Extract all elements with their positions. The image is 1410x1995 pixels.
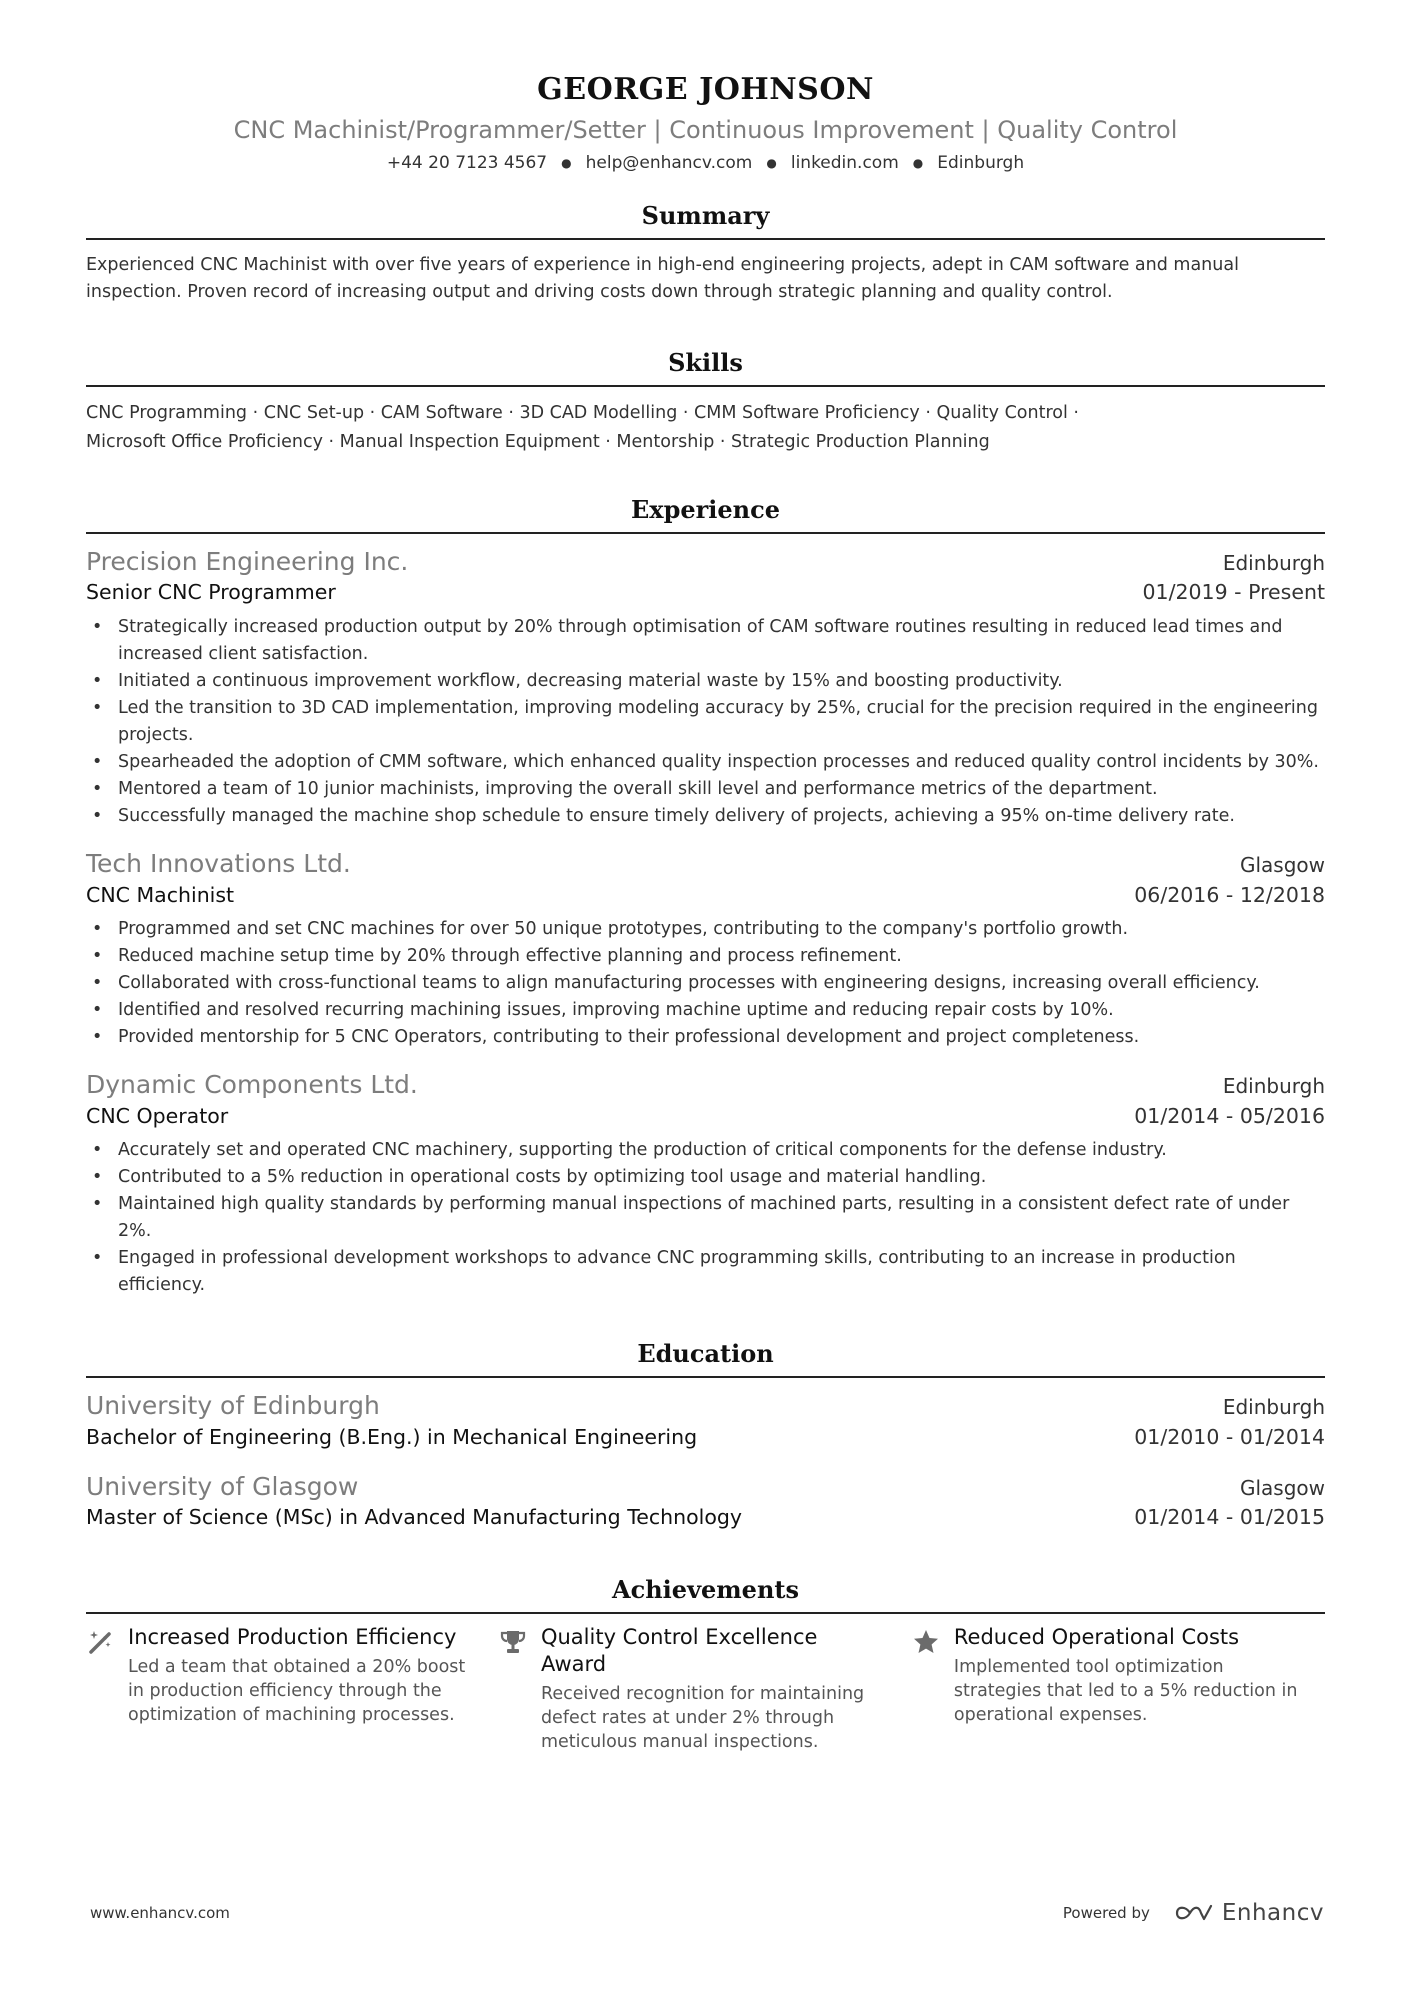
bullet-item: • Spearheaded the adoption of CMM software, which enhanced quality inspection processes and reduced quality control incidents by 30%. <box>86 749 1325 776</box>
experience-entry <box>86 546 1325 830</box>
magic-wand-icon <box>86 1624 128 1754</box>
section-title-summary: Summary <box>86 201 1325 240</box>
company-name: Dynamic Components Ltd. <box>86 1070 418 1100</box>
experience-bullets <box>86 1137 1325 1299</box>
contact-info <box>86 153 1325 173</box>
experience-role-row <box>86 578 1325 608</box>
trophy-icon <box>499 1624 541 1754</box>
achievement-title: Reduced Operational Costs <box>953 1624 1240 1649</box>
experience-role-row <box>86 881 1325 911</box>
education-header-row <box>86 1471 1325 1504</box>
contact-phone: +44 20 7123 4567 <box>386 152 548 173</box>
achievement-title: Increased Production Efficiency <box>128 1624 457 1649</box>
skills-list <box>86 399 1325 457</box>
page-footer <box>90 1900 1324 1926</box>
experience-entry <box>86 848 1325 1051</box>
job-dates: 01/2019 - Present <box>1142 580 1325 605</box>
experience-header-row <box>86 848 1325 881</box>
company-name: Tech Innovations Ltd. <box>86 849 351 879</box>
experience-entry <box>86 1069 1325 1299</box>
achievement-description: Received recognition for maintaining defect rates at under 2% through meticulous manual inspections. <box>540 1683 865 1752</box>
bullet-item: • Engaged in professional development workshops to advance CNC programming skills, contributing to an increase in production efficiency. <box>86 1245 1325 1299</box>
bullet-item: • Mentored a team of 10 junior machinists, improving the overall skill level and performance metrics of the department. <box>86 776 1325 803</box>
school-location: Edinburgh <box>1222 1395 1325 1420</box>
powered-by-label: Powered by <box>1062 1904 1150 1922</box>
section-title-achievements: Achievements <box>86 1575 1325 1614</box>
bullet-item: • Strategically increased production output by 20% through optimisation of CAM software routines resulting in reduced lead times and increased client satisfaction. <box>86 614 1325 668</box>
separator-dot: ● <box>912 155 924 170</box>
bullet-item: • Reduced machine setup time by 20% through effective planning and process refinement. <box>86 943 1325 970</box>
job-title: Senior CNC Programmer <box>86 580 336 605</box>
bullet-item: • Collaborated with cross-functional teams to align manufacturing processes with engineering designs, increasing overall efficiency. <box>86 970 1325 997</box>
star-icon <box>912 1624 954 1754</box>
candidate-name: GEORGE JOHNSON <box>537 72 874 107</box>
bullet-item: • Provided mentorship for 5 CNC Operators, contributing to their professional development and project completeness. <box>86 1024 1325 1051</box>
achievement-item <box>912 1624 1325 1754</box>
contact-email[interactable]: help@enhancv.com <box>585 152 753 173</box>
job-title: CNC Operator <box>86 1103 229 1128</box>
job-dates: 01/2014 - 05/2016 <box>1134 1103 1325 1128</box>
enhancv-logo[interactable] <box>1174 1900 1324 1926</box>
section-title-experience: Experience <box>86 495 1325 534</box>
degree-name: Master of Science (MSc) in Advanced Manufacturing Technology <box>86 1505 743 1530</box>
bullet-item: • Led the transition to 3D CAD implementation, improving modeling accuracy by 25%, crucial for the precision required in the engineering projects. <box>86 695 1325 749</box>
bullet-item: • Contributed to a 5% reduction in operational costs by optimizing tool usage and material handling. <box>86 1164 1325 1191</box>
separator-dot: ● <box>766 155 777 170</box>
experience-header-row <box>86 1069 1325 1102</box>
job-dates: 06/2016 - 12/2018 <box>1134 882 1325 907</box>
experience-list <box>86 546 1325 1300</box>
bullet-item: • Identified and resolved recurring machining issues, improving machine uptime and reducing repair costs by 10%. <box>86 997 1325 1024</box>
candidate-tagline: CNC Machinist/Programmer/Setter | Continuous Improvement | Quality Control <box>233 116 1178 144</box>
education-entry <box>86 1390 1325 1452</box>
resume-page <box>86 72 1325 1754</box>
education-list <box>86 1390 1325 1532</box>
job-location: Glasgow <box>1239 853 1325 878</box>
degree-name: Bachelor of Engineering (B.Eng.) in Mechanical Engineering <box>86 1424 698 1449</box>
section-title-education: Education <box>86 1339 1325 1378</box>
bullet-item: • Accurately set and operated CNC machinery, supporting the production of critical components for the defense industry. <box>86 1137 1325 1164</box>
achievement-description: Implemented tool optimization strategies that led to a 5% reduction in operational expenses. <box>953 1656 1298 1725</box>
powered-by <box>1063 1900 1324 1926</box>
separator-dot: ● <box>561 155 572 170</box>
company-name: Precision Engineering Inc. <box>86 546 409 576</box>
achievement-item <box>499 1624 912 1754</box>
school-location: Glasgow <box>1239 1475 1325 1500</box>
education-entry <box>86 1471 1325 1533</box>
resume-header <box>86 72 1325 173</box>
education-degree-row <box>86 1503 1325 1533</box>
job-location: Edinburgh <box>1222 550 1325 575</box>
contact-location: Edinburgh <box>937 152 1025 173</box>
section-title-skills: Skills <box>86 348 1325 387</box>
brand-name: Enhancv <box>1221 1900 1324 1926</box>
experience-role-row <box>86 1102 1325 1132</box>
bullet-item: • Maintained high quality standards by performing manual inspections of machined parts, resulting in a consistent defect rate of under 2%. <box>86 1191 1325 1245</box>
education-degree-row <box>86 1423 1325 1453</box>
experience-header-row <box>86 546 1325 579</box>
experience-bullets <box>86 916 1325 1051</box>
achievement-title: Quality Control Excellence Award <box>540 1624 818 1676</box>
education-dates: 01/2014 - 01/2015 <box>1134 1505 1325 1530</box>
contact-linkedin[interactable]: linkedin.com <box>790 152 899 173</box>
enhancv-logo-icon <box>1174 1902 1214 1924</box>
skills-line: Microsoft Office Proficiency · Manual Inspection Equipment · Mentorship · Strategic Production Planning <box>86 431 990 452</box>
education-header-row <box>86 1390 1325 1423</box>
education-dates: 01/2010 - 01/2014 <box>1134 1424 1325 1449</box>
skills-line: CNC Programming · CNC Set-up · CAM Software · 3D CAD Modelling · CMM Software Proficiency · Quality Control · <box>86 402 1079 423</box>
school-name: University of Edinburgh <box>86 1391 380 1421</box>
job-title: CNC Machinist <box>86 882 235 907</box>
achievement-item <box>86 1624 499 1754</box>
achievement-description: Led a team that obtained a 20% boost in production efficiency through the optimization of machining processes. <box>128 1656 466 1725</box>
bullet-item: • Programmed and set CNC machines for over 50 unique prototypes, contributing to the company's portfolio growth. <box>86 916 1325 943</box>
bullet-item: • Initiated a continuous improvement workflow, decreasing material waste by 15% and boosting productivity. <box>86 668 1325 695</box>
summary-text: Experienced CNC Machinist with over five years of experience in high-end engineering projects, adept in CAM software and manual inspection. Proven record of increasing output and driving costs down through strategic planning and quality control. <box>86 254 1239 302</box>
school-name: University of Glasgow <box>86 1471 359 1501</box>
footer-url[interactable]: www.enhancv.com <box>90 1904 230 1922</box>
job-location: Edinburgh <box>1222 1074 1325 1099</box>
bullet-item: • Successfully managed the machine shop schedule to ensure timely delivery of projects, achieving a 95% on-time delivery rate. <box>86 803 1325 830</box>
experience-bullets <box>86 614 1325 830</box>
achievements-list <box>86 1624 1325 1754</box>
